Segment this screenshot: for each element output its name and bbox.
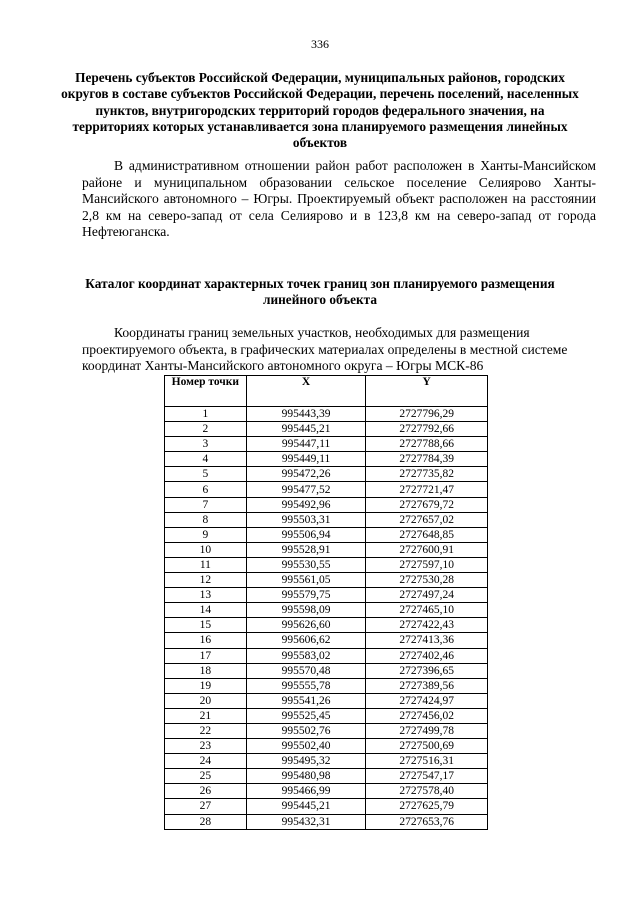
table-row	[165, 678, 488, 693]
table-row	[165, 437, 488, 452]
table-row	[165, 799, 488, 814]
table-row	[165, 723, 488, 738]
cell-y: 2727499,78	[366, 723, 488, 738]
cell-y: 2727600,91	[366, 542, 488, 557]
table-row	[165, 407, 488, 422]
table-row	[165, 603, 488, 618]
cell-y: 2727424,97	[366, 693, 488, 708]
cell-y: 2727389,56	[366, 678, 488, 693]
cell-x: 995477,52	[246, 482, 366, 497]
cell-x: 995570,48	[246, 663, 366, 678]
table-header-row	[165, 376, 488, 407]
cell-point-number: 1	[165, 407, 247, 422]
cell-x: 995443,39	[246, 407, 366, 422]
cell-y: 2727413,36	[366, 633, 488, 648]
table-row	[165, 784, 488, 799]
coordinates-paragraph: Координаты границ земельных участков, необходимых для размещения проектируемого объекта, в графических материалах определены в местной системе координат Ханты-Мансийского автономного округа – Югры МСК-86	[82, 325, 568, 374]
cell-point-number: 24	[165, 754, 247, 769]
table-row	[165, 648, 488, 663]
table-row	[165, 557, 488, 572]
cell-y: 2727402,46	[366, 648, 488, 663]
cell-point-number: 9	[165, 527, 247, 542]
cell-y: 2727578,40	[366, 784, 488, 799]
cell-y: 2727597,10	[366, 557, 488, 572]
header-x: X	[246, 376, 366, 407]
cell-x: 995432,31	[246, 814, 366, 829]
page-number: 336	[311, 37, 329, 51]
cell-y: 2727465,10	[366, 603, 488, 618]
cell-x: 995530,55	[246, 557, 366, 572]
cell-x: 995528,91	[246, 542, 366, 557]
table-row	[165, 422, 488, 437]
cell-x: 995606,62	[246, 633, 366, 648]
table-row	[165, 527, 488, 542]
cell-x: 995445,21	[246, 422, 366, 437]
cell-point-number: 21	[165, 708, 247, 723]
cell-x: 995492,96	[246, 497, 366, 512]
cell-point-number: 3	[165, 437, 247, 452]
cell-y: 2727530,28	[366, 573, 488, 588]
cell-point-number: 7	[165, 497, 247, 512]
cell-x: 995502,40	[246, 739, 366, 754]
cell-point-number: 18	[165, 663, 247, 678]
table-row	[165, 739, 488, 754]
section-heading-territories: Перечень субъектов Российской Федерации, муниципальных районов, городских округов в составе субъектов Российской Федерации, перечень поселений, населенных пунктов, внутригородских территорий городов федерального значения, на территориях которых устанавливается зона планируемого размещения линейных объектов	[61, 70, 579, 151]
cell-y: 2727422,43	[366, 618, 488, 633]
cell-x: 995503,31	[246, 512, 366, 527]
cell-x: 995579,75	[246, 588, 366, 603]
cell-y: 2727625,79	[366, 799, 488, 814]
cell-x: 995626,60	[246, 618, 366, 633]
header-y: Y	[366, 376, 488, 407]
table-row	[165, 618, 488, 633]
cell-x: 995598,09	[246, 603, 366, 618]
intro-paragraph: В административном отношении район работ расположен в Ханты-Мансийском районе и муниципальном образовании сельское поселение Селиярово Ханты-Мансийского автономного – Югры. Проектируемый объект расположен на расстоянии 2,8 км на северо-запад от села Селиярово и в 123,8 км на северо-запад от города Нефтеюганска.	[82, 158, 596, 240]
cell-point-number: 2	[165, 422, 247, 437]
cell-x: 995480,98	[246, 769, 366, 784]
table-row	[165, 769, 488, 784]
cell-y: 2727796,29	[366, 407, 488, 422]
coordinates-table	[164, 375, 488, 830]
cell-x: 995541,26	[246, 693, 366, 708]
table-row	[165, 542, 488, 557]
table-body	[165, 407, 488, 830]
table-row	[165, 573, 488, 588]
table-row	[165, 693, 488, 708]
table-row	[165, 467, 488, 482]
cell-y: 2727396,65	[366, 663, 488, 678]
cell-y: 2727547,17	[366, 769, 488, 784]
cell-y: 2727657,02	[366, 512, 488, 527]
cell-point-number: 15	[165, 618, 247, 633]
cell-x: 995449,11	[246, 452, 366, 467]
cell-y: 2727788,66	[366, 437, 488, 452]
cell-x: 995555,78	[246, 678, 366, 693]
table-row	[165, 663, 488, 678]
cell-x: 995447,11	[246, 437, 366, 452]
cell-y: 2727500,69	[366, 739, 488, 754]
table-row	[165, 512, 488, 527]
table-row	[165, 708, 488, 723]
table-row	[165, 452, 488, 467]
cell-y: 2727792,66	[366, 422, 488, 437]
cell-point-number: 10	[165, 542, 247, 557]
table-row	[165, 588, 488, 603]
cell-point-number: 11	[165, 557, 247, 572]
cell-x: 995502,76	[246, 723, 366, 738]
cell-y: 2727784,39	[366, 452, 488, 467]
cell-y: 2727653,76	[366, 814, 488, 829]
header-point-number: Номер точки	[165, 376, 247, 407]
cell-y: 2727735,82	[366, 467, 488, 482]
cell-point-number: 14	[165, 603, 247, 618]
cell-point-number: 23	[165, 739, 247, 754]
cell-x: 995466,99	[246, 784, 366, 799]
cell-point-number: 28	[165, 814, 247, 829]
cell-point-number: 19	[165, 678, 247, 693]
cell-point-number: 13	[165, 588, 247, 603]
cell-point-number: 25	[165, 769, 247, 784]
cell-point-number: 6	[165, 482, 247, 497]
cell-point-number: 16	[165, 633, 247, 648]
section-heading-coordinate-catalog: Каталог координат характерных точек границ зон планируемого размещения линейного объекта	[85, 276, 555, 308]
cell-point-number: 8	[165, 512, 247, 527]
cell-y: 2727721,47	[366, 482, 488, 497]
table-row	[165, 497, 488, 512]
cell-x: 995472,26	[246, 467, 366, 482]
cell-point-number: 12	[165, 573, 247, 588]
cell-y: 2727497,24	[366, 588, 488, 603]
cell-x: 995495,32	[246, 754, 366, 769]
cell-y: 2727679,72	[366, 497, 488, 512]
cell-x: 995525,45	[246, 708, 366, 723]
cell-y: 2727456,02	[366, 708, 488, 723]
cell-x: 995561,05	[246, 573, 366, 588]
table-row	[165, 633, 488, 648]
cell-point-number: 5	[165, 467, 247, 482]
table-row	[165, 754, 488, 769]
cell-y: 2727648,85	[366, 527, 488, 542]
cell-x: 995445,21	[246, 799, 366, 814]
table-row	[165, 482, 488, 497]
cell-x: 995506,94	[246, 527, 366, 542]
cell-point-number: 27	[165, 799, 247, 814]
cell-x: 995583,02	[246, 648, 366, 663]
table-row	[165, 814, 488, 829]
cell-point-number: 20	[165, 693, 247, 708]
cell-point-number: 4	[165, 452, 247, 467]
cell-point-number: 17	[165, 648, 247, 663]
cell-point-number: 26	[165, 784, 247, 799]
cell-point-number: 22	[165, 723, 247, 738]
cell-y: 2727516,31	[366, 754, 488, 769]
